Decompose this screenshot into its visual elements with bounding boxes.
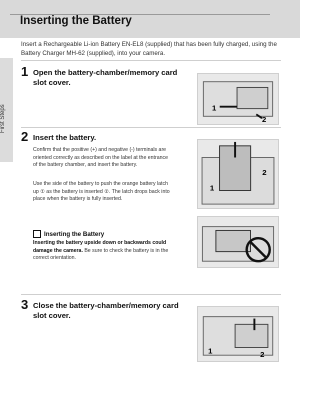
marker-2: 2 [262,167,267,177]
marker-1: 1 [212,103,217,113]
step-text: Insert the battery. [33,133,97,142]
marker-1: 1 [208,346,213,356]
step-number: 2 [21,129,29,144]
step-2-paragraph-2: Use the side of the battery to push the orange battery latch up ① as the battery is inserted ②. The latch drops back into place when the battery is fully inserted. [33,181,170,203]
battery-wrong [216,230,251,251]
battery-cover [235,324,268,347]
check-icon [33,230,41,238]
battery-cover [237,87,268,108]
illustration-step-2 [197,139,279,209]
illustration-step-3 [197,306,279,362]
step-number: 1 [21,64,29,79]
note-title: Inserting the Battery [44,231,105,238]
marker-2: 2 [262,115,267,125]
step-number: 3 [21,297,29,312]
note-text [33,240,173,263]
step-text: Open the battery-chamber/memory card slot cover. [33,68,178,87]
divider-1 [21,60,281,61]
step-2-paragraph-1: Confirm that the positive (+) and negative (-) terminals are oriented correctly as described on the label at the entrance of the battery chamber, and insert the battery. [33,147,168,169]
note-rest: Be sure to check the battery is in the correct orientation. [33,247,169,262]
marker-2: 2 [260,350,265,360]
step-text: Close the battery-chamber/memory card slot cover. [33,301,179,320]
marker-1: 1 [209,183,215,193]
side-tab-label: First Steps [0,104,6,134]
title-bar [0,0,300,38]
divider-3 [21,294,281,295]
illustration-warning [197,216,279,268]
page-title: Inserting the Battery [20,15,132,27]
divider-2 [21,127,281,128]
illustration-step-1 [197,73,279,125]
intro-paragraph: Insert a Rechargeable Li-ion Battery EN-EL8 (supplied) that has been fully charged, using the Battery Charger MH-62 (supplied), into your camera. [21,41,277,57]
note-bold-lead: Inserting the battery upside down or backwards could damage the camera. [33,240,167,254]
